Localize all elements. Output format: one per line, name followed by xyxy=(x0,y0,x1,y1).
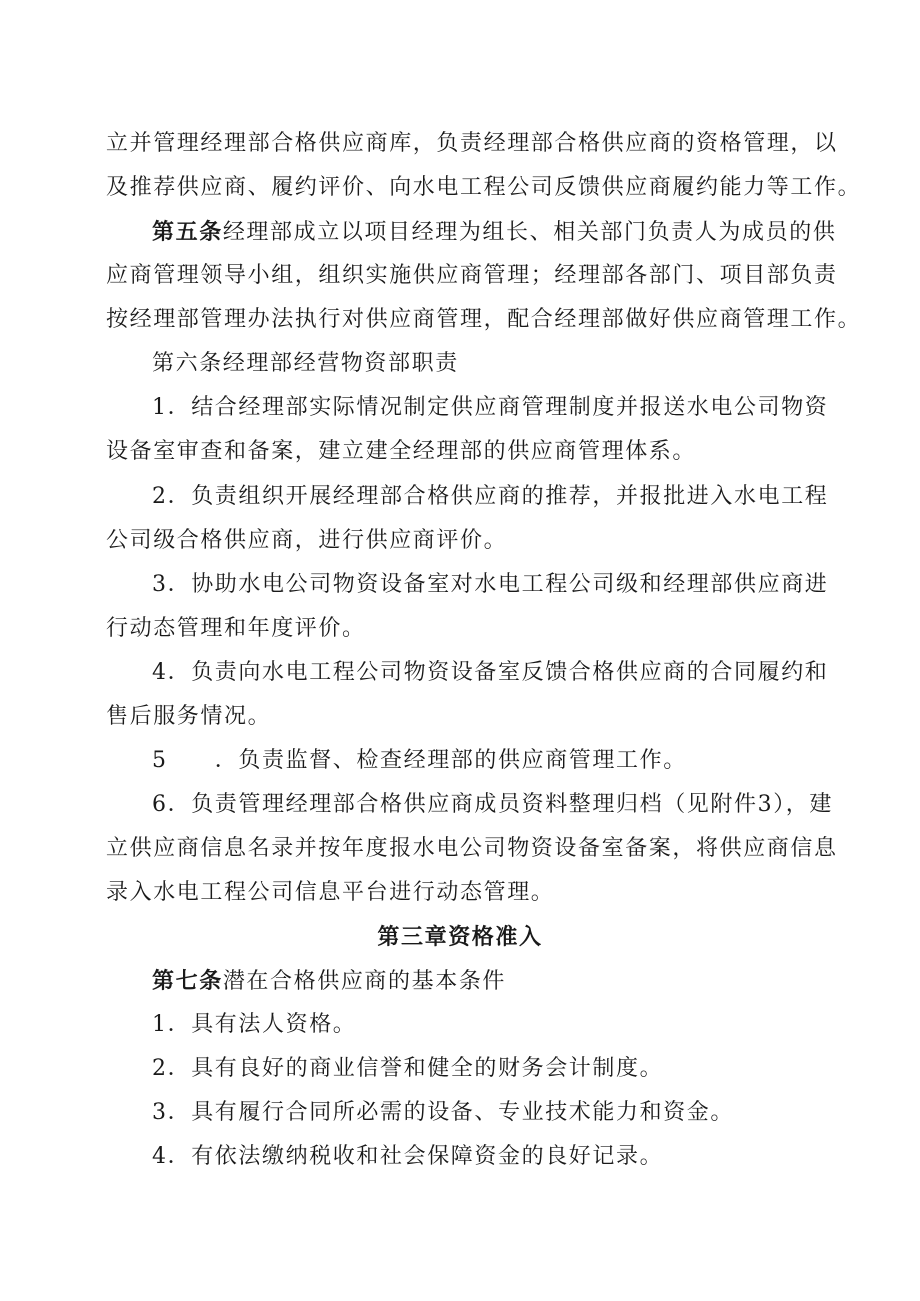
list-item: 4．负责向水电工程公司物资设备室反馈合格供应商的合同履约和 xyxy=(152,660,829,685)
paragraph-line: 潜在合格供应商的基本条件 xyxy=(222,969,507,994)
list-item: 1．具有法人资格。 xyxy=(152,1012,357,1037)
list-item: 1．结合经理部实际情况制定供应商管理制度并报送水电公司物资 xyxy=(152,395,829,420)
list-item: 2．负责组织开展经理部合格供应商的推荐，并报批进入水电工程 xyxy=(152,484,829,509)
paragraph-line: 经理部成立以项目经理为组长、相关部门负责人为成员的供 xyxy=(222,220,837,245)
paragraph-line: 立并管理经理部合格供应商库，负责经理部合格供应商的资格管理，以 xyxy=(106,131,838,156)
article-6-heading: 第六条经理部经营物资部职责 xyxy=(152,351,459,376)
paragraph-line: 立供应商信息名录并按年度报水电公司物资设备室备案，将供应商信息 xyxy=(106,836,838,861)
paragraph-line: 及推荐供应商、履约评价、向水电工程公司反馈供应商履约能力等工作。 xyxy=(106,175,862,200)
paragraph-line: 设备室审查和备案，建立建全经理部的供应商管理体系。 xyxy=(106,439,697,464)
article-7-label: 第七条 xyxy=(152,968,223,994)
list-item: 2．具有良好的商业信誉和健全的财务会计制度。 xyxy=(152,1056,664,1081)
paragraph-line: 应商管理领导小组，组织实施供应商管理；经理部各部门、项目部负责 xyxy=(106,263,838,288)
list-item: 3．协助水电公司物资设备室对水电工程公司级和经理部供应商进 xyxy=(152,572,829,597)
list-item: 3．具有履行合同所必需的设备、专业技术能力和资金。 xyxy=(152,1100,734,1125)
list-item: 4．有依法缴纳税收和社会保障资金的良好记录。 xyxy=(152,1144,664,1169)
article-7-line xyxy=(0,965,920,998)
chapter-title: 第三章资格准入 xyxy=(377,924,543,950)
article-5-label: 第五条 xyxy=(152,219,223,245)
list-item: 6．负责管理经理部合格供应商成员资料整理归档（见附件3），建 xyxy=(152,792,833,817)
paragraph-line: 按经理部管理办法执行对供应商管理，配合经理部做好供应商管理工作。 xyxy=(106,307,862,332)
paragraph-line: 录入水电工程公司信息平台进行动态管理。 xyxy=(106,880,555,905)
paragraph-line: 公司级合格供应商，进行供应商评价。 xyxy=(106,528,508,553)
paragraph-line: 行动态管理和年度评价。 xyxy=(106,616,366,641)
article-5-line xyxy=(0,216,920,249)
paragraph-line: 售后服务情况。 xyxy=(106,704,272,729)
list-item: 5 ．负责监督、检查经理部的供应商管理工作。 xyxy=(152,748,687,773)
